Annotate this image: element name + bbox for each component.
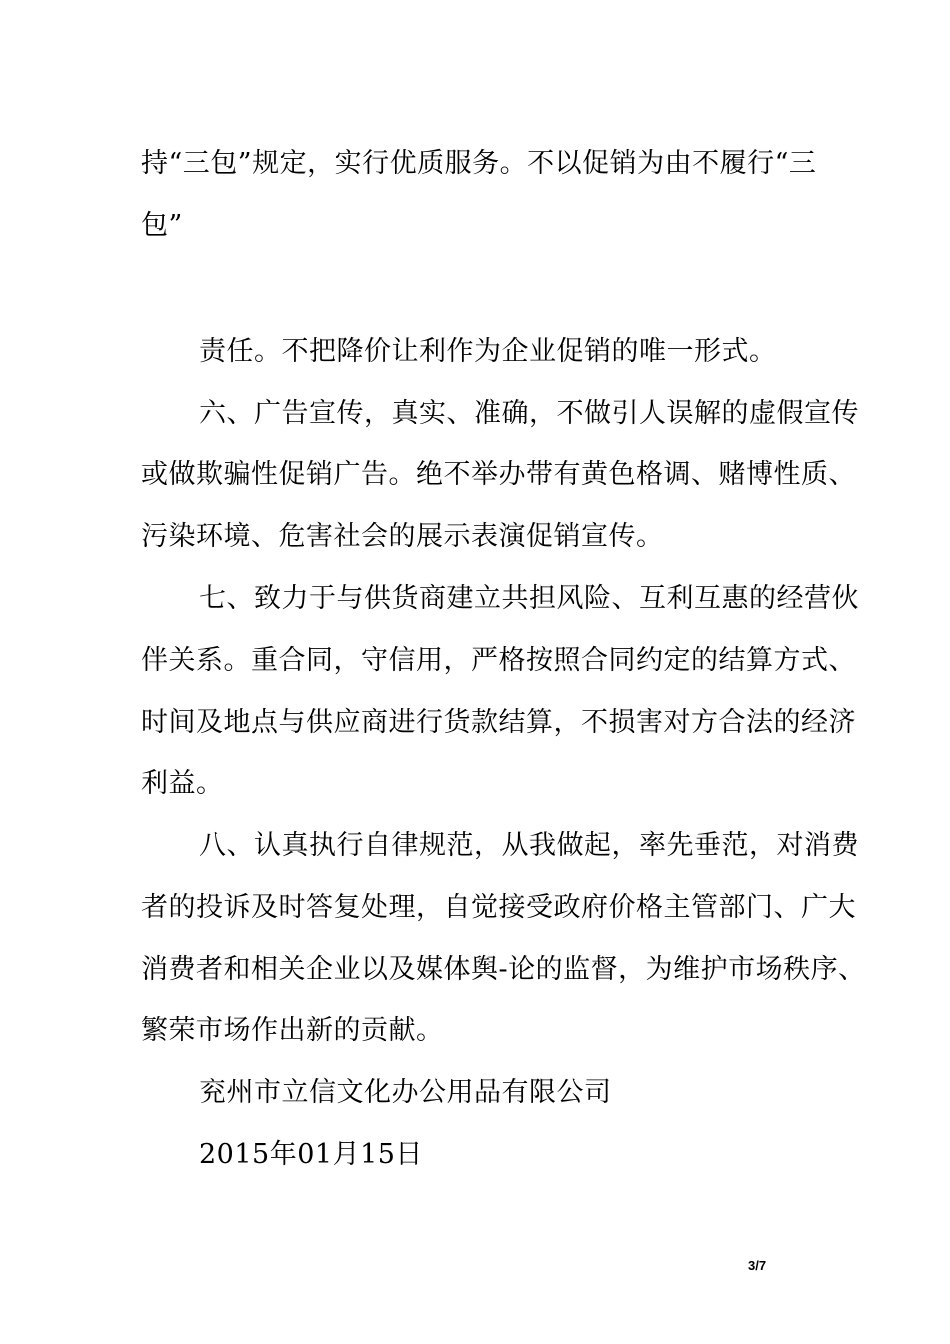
paragraph-8-line-2: 者的投诉及时答复处理，自觉接受政府价格主管部门、广大 (141, 892, 856, 923)
paragraph-7-line-3: 时间及地点与供应商进行货款结算，不损害对方合法的经济 (141, 707, 856, 738)
signature-date: 2015年01月15日 (199, 1139, 423, 1170)
body-line-1: 持“三包”规定，实行优质服务。不以促销为由不履行“三 (141, 148, 817, 179)
paragraph-6-line-1: 六、广告宣传，真实、准确，不做引人误解的虚假宣传 (199, 398, 859, 429)
paragraph-8-line-4: 繁荣市场作出新的贡献。 (141, 1015, 444, 1046)
paragraph-6-line-3: 污染环境、危害社会的展示表演促销宣传。 (141, 521, 664, 552)
page-number: 3/7 (748, 1258, 767, 1273)
paragraph-7-line-1: 七、致力于与供货商建立共担风险、互利互惠的经营伙 (199, 583, 859, 614)
body-line-3: 责任。不把降价让利作为企业促销的唯一形式。 (199, 336, 777, 367)
paragraph-7-line-4: 利益。 (141, 768, 224, 799)
company-name: 兖州市立信文化办公用品有限公司 (199, 1077, 612, 1108)
paragraph-6-line-2: 或做欺骗性促销广告。绝不举办带有黄色格调、赌博性质、 (141, 459, 856, 490)
paragraph-8-line-3: 消费者和相关企业以及媒体舆-论的监督，为维护市场秩序、 (141, 954, 866, 985)
body-line-2: 包” (141, 210, 183, 241)
paragraph-8-line-1: 八、认真执行自律规范，从我做起，率先垂范，对消费 (199, 830, 859, 861)
paragraph-7-line-2: 伴关系。重合同，守信用，严格按照合同约定的结算方式、 (141, 645, 856, 676)
